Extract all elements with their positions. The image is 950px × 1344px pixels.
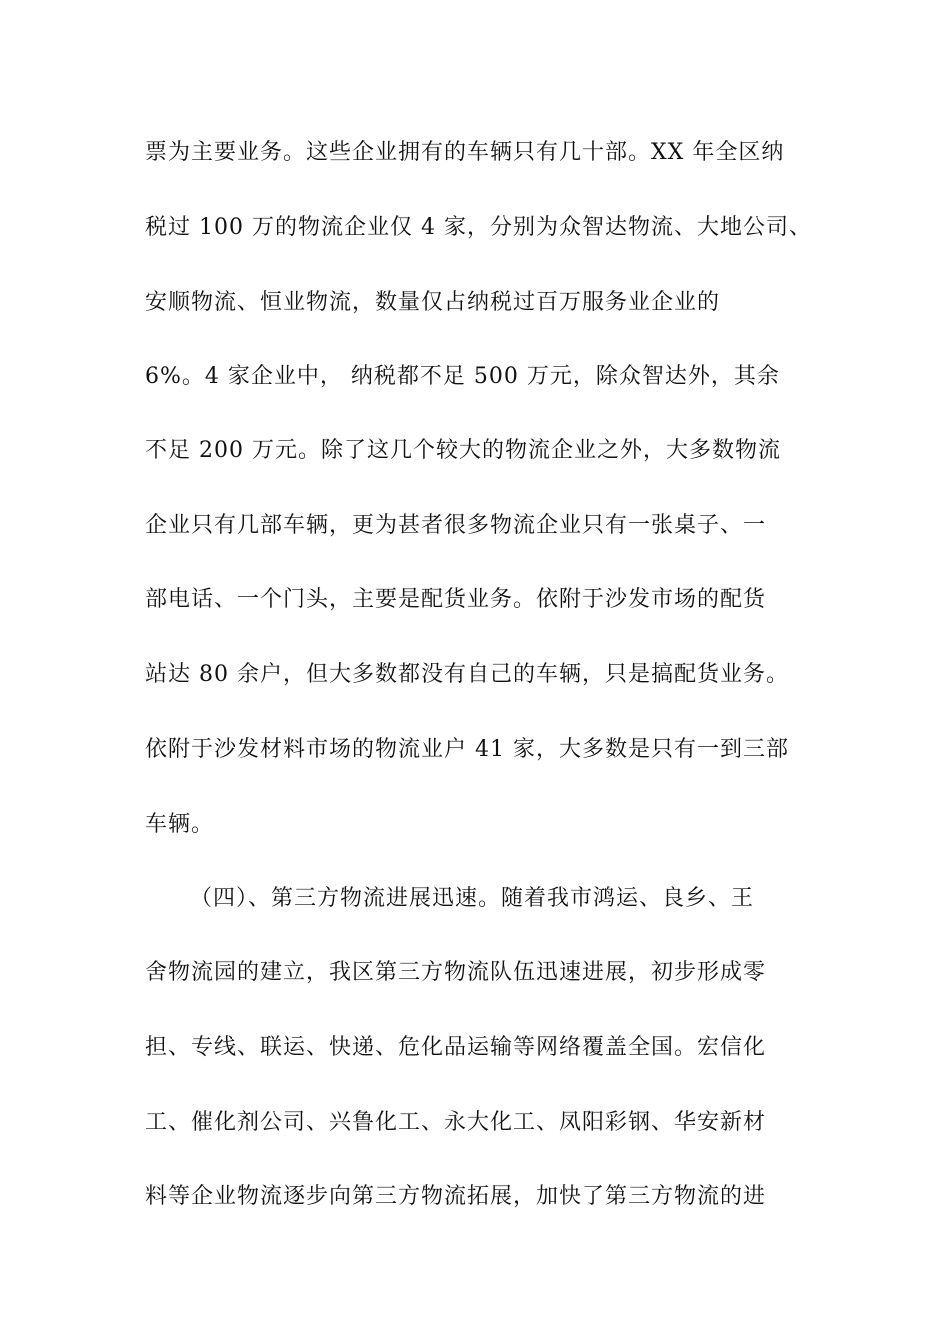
text-line: 站达 80 余户，但大多数都没有自己的车辆，只是搞配货业务。 (145, 662, 789, 687)
paragraph-heading-line: （四）、第三方物流进展迅速。随着我市鸿运、良乡、王 (190, 886, 755, 911)
text-line: 部电话、一个门头，主要是配货业务。依附于沙发市场的配货 (145, 587, 767, 612)
text-line: 工、催化剂公司、兴鲁化工、永大化工、凤阳彩钢、华安新材 (145, 1110, 767, 1135)
text-line: 车辆。 (145, 812, 215, 837)
text-line: 担、专线、联运、快递、危化品运输等网络覆盖全国。宏信化 (145, 1035, 767, 1060)
text-line: 企业只有几部车辆，更为甚者很多物流企业只有一张桌子、一 (145, 513, 767, 538)
text-line: 票为主要业务。这些企业拥有的车辆只有几十部。XX 年全区纳 (145, 140, 785, 165)
text-line: 依附于沙发材料市场的物流业户 41 家，大多数是只有一到三部 (145, 737, 789, 762)
text-line: 税过 100 万的物流企业仅 4 家，分别为众智达物流、大地公司、 (145, 215, 812, 240)
text-line: 安顺物流、恒业物流，数量仅占纳税过百万服务业企业的 (145, 290, 721, 315)
text-line: 6%。4 家企业中， 纳税都不足 500 万元，除众智达外，其余 (145, 364, 780, 389)
text-line: 舍物流园的建立，我区第三方物流队伍迅速进展，初步形成零 (145, 960, 767, 985)
text-line: 不足 200 万元。除了这几个较大的物流企业之外，大多数物流 (145, 438, 781, 463)
text-line: 料等企业物流逐步向第三方物流拓展，加快了第三方物流的进 (145, 1184, 767, 1209)
